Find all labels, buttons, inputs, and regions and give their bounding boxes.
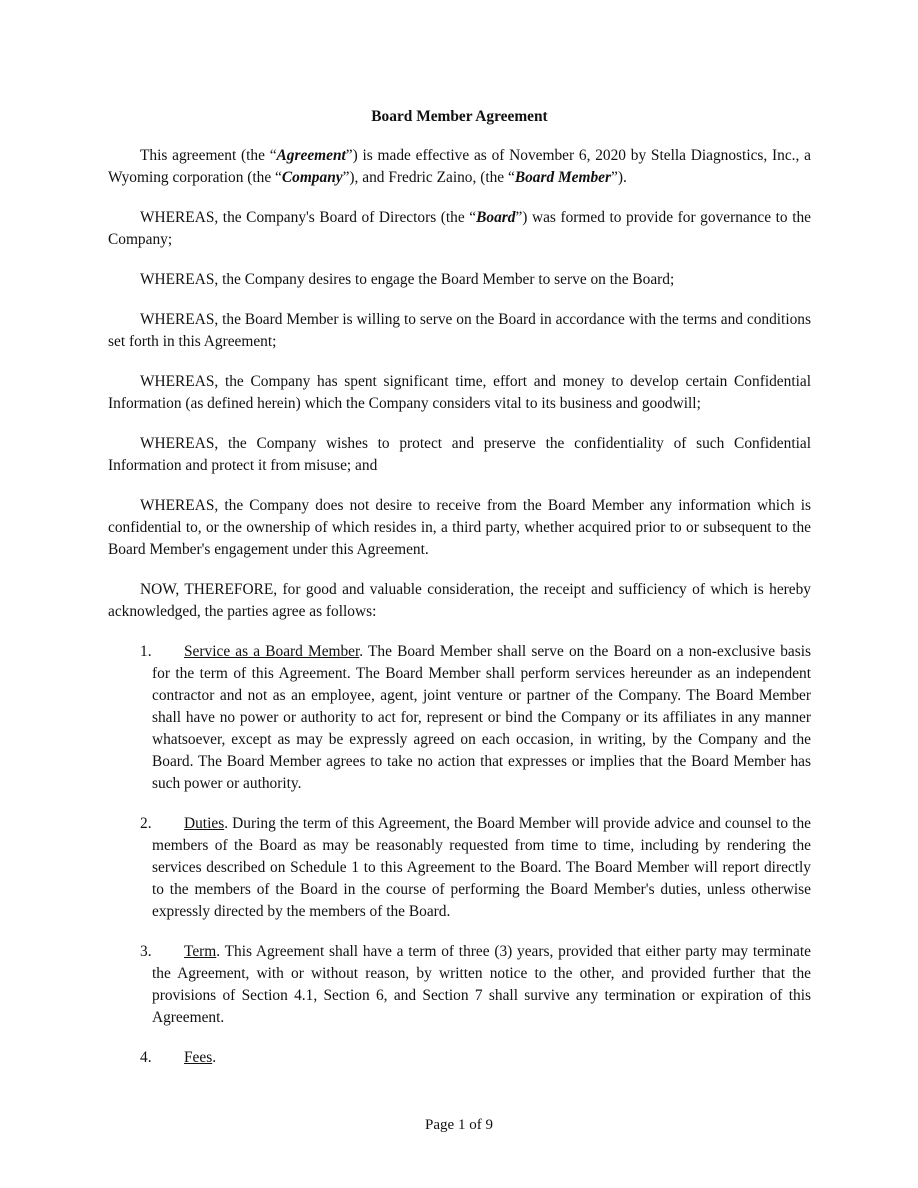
document-page [108,106,811,1087]
whereas-text: ”) was formed to provide for governance to the Company; [108,209,811,248]
intro-text: ”), and Fredric Zaino, (the “ [342,169,515,186]
intro-paragraph [108,145,811,189]
section-number: 4. [140,1049,152,1066]
section-body: . The Board Member shall serve on the Board on a non-exclusive basis for the term of this Agreement. The Board Member shall perform services hereunder as an independent contractor and not as an employee, agent, joint venture or partner of the Company. The Board Member shall have no power or authority to act for, represent or bind the Company or its affiliates in any manner whatsoever, except as may be expressly agreed on each occasion, in writing, by the Company and the Board. The Board Member agrees to take no action that expresses or implies that the Board Member has such power or authority. [152,643,811,792]
defined-term-board-member: Board Member [514,169,612,186]
section-4 [108,1047,811,1069]
whereas-text: WHEREAS, the Company's Board of Directors (the “ [140,209,477,226]
section-heading: Service as a Board Member [184,643,360,660]
now-therefore-paragraph: NOW, THEREFORE, for good and valuable consideration, the receipt and sufficiency of which is hereby acknowledged, the parties agree as follows: [108,581,811,620]
whereas-paragraph: WHEREAS, the Company has spent significant time, effort and money to develop certain Confidential Information (as defined herein) which the Company considers vital to its business and goodwill; [108,373,811,412]
whereas-paragraph: WHEREAS, the Company does not desire to receive from the Board Member any information which is confidential to, or the ownership of which resides in, a third party, whether acquired prior to or subsequent to the Board Member's engagement under this Agreement. [108,497,811,558]
intro-text: This agreement (the “ [140,147,277,164]
defined-term-board: Board [476,209,516,226]
section-number: 1. [140,643,152,660]
whereas-board-paragraph [108,207,811,251]
document-title: Board Member Agreement [371,108,548,125]
section-number: 2. [140,815,152,832]
section-body: . [212,1049,217,1066]
section-heading: Term [184,943,217,960]
intro-text: ”) is made effective as of November 6, 2020 by Stella Diagnostics, Inc., a Wyoming corporation (the “ [108,147,811,186]
whereas-paragraph: WHEREAS, the Company desires to engage the Board Member to serve on the Board; [140,271,675,288]
section-number: 3. [140,943,152,960]
section-body: . During the term of this Agreement, the Board Member will provide advice and counsel to the members of the Board as may be reasonably requested from time to time, including by rendering the services described on Schedule 1 to this Agreement to the Board. The Board Member will report directly to the members of the Board in the course of performing the Board Member's duties, unless otherwise expressly directed by the members of the Board. [152,815,811,920]
section-2 [108,813,811,923]
whereas-paragraph: WHEREAS, the Company wishes to protect and preserve the confidentiality of such Confidential Information and protect it from misuse; and [108,435,811,474]
section-3 [108,941,811,1029]
section-heading: Duties [184,815,225,832]
intro-text: ”). [611,169,627,186]
page-number-footer: Page 1 of 9 [425,1117,493,1133]
section-heading: Fees [184,1049,213,1066]
section-1 [108,641,811,795]
defined-term-agreement: Agreement [276,147,346,164]
whereas-paragraph: WHEREAS, the Board Member is willing to serve on the Board in accordance with the terms and conditions set forth in this Agreement; [108,311,811,350]
section-body: . This Agreement shall have a term of three (3) years, provided that either party may terminate the Agreement, with or without reason, by written notice to the other, and provided further that the provisions of Section 4.1, Section 6, and Section 7 shall survive any termination or expiration of this Agreement. [152,943,811,1026]
defined-term-company: Company [281,169,343,186]
